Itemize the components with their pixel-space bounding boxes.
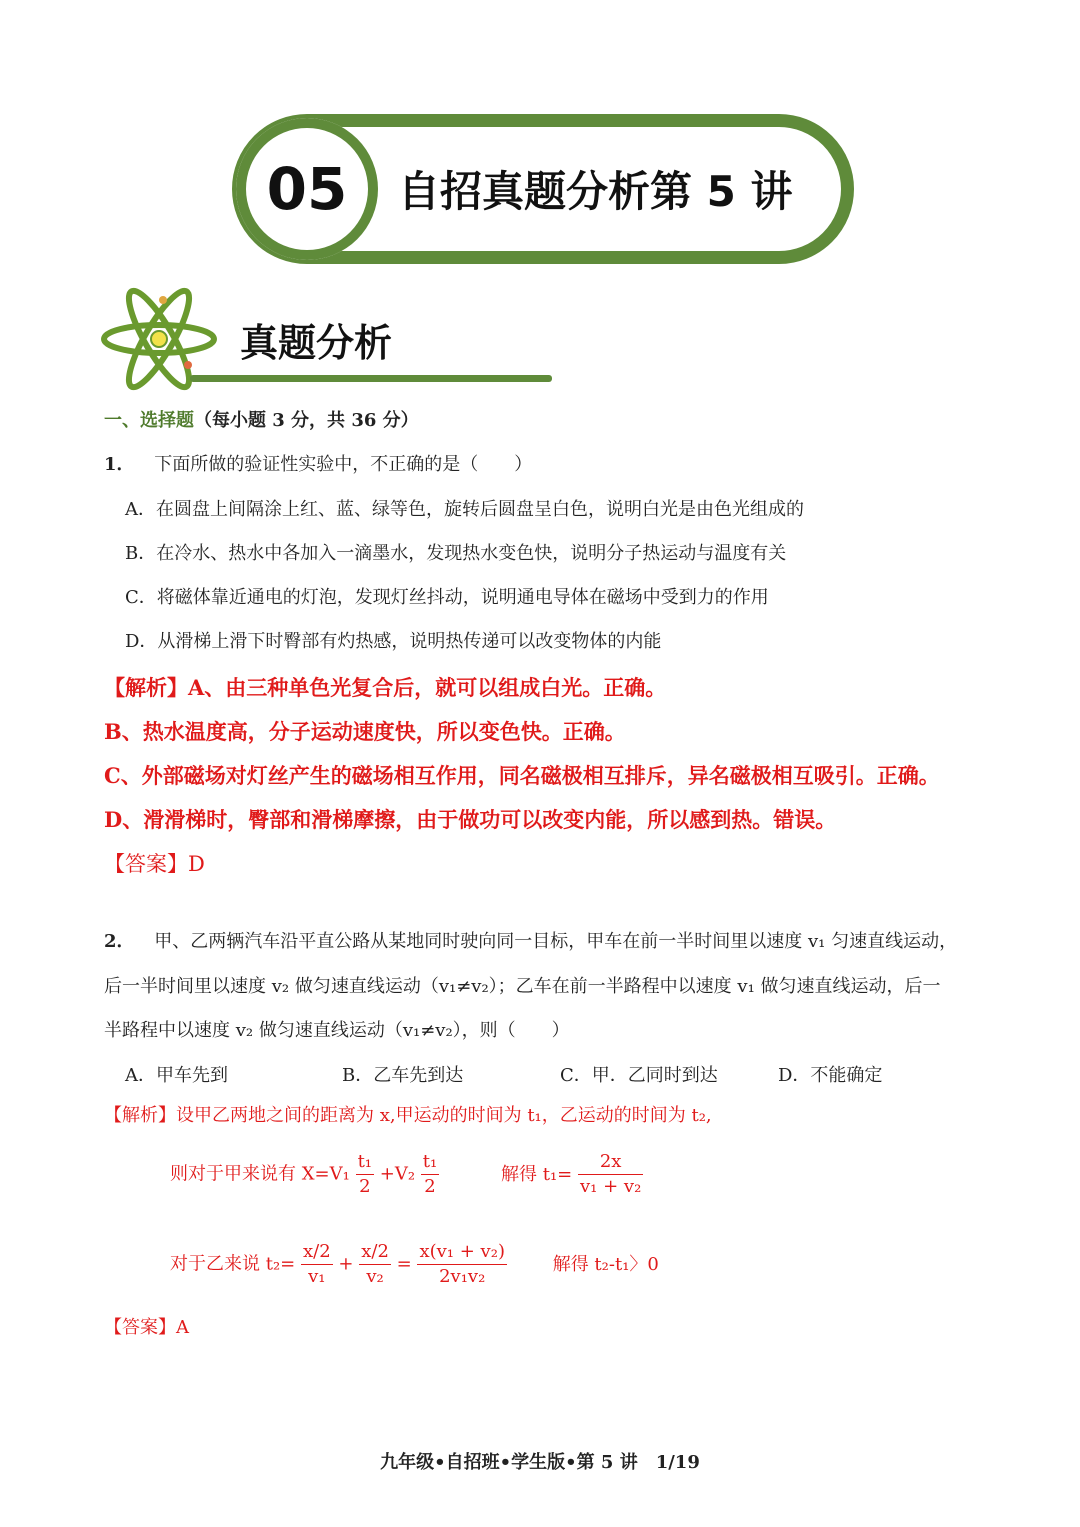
q2-option-b: B．乙车先到达 [342, 1065, 464, 1086]
q2-option-d: D．不能确定 [778, 1065, 883, 1086]
eq1-result: $\frac{2x}{\text{v₁ + v₂}}$ [579, 1151, 642, 1197]
q2-analysis-intro: 【解析】设甲乙两地之间的距离为 x,甲运动的时间为 t₁，乙运动的时间为 t₂, [104, 1105, 712, 1126]
section-underline [190, 375, 552, 382]
q2-equation-2 [170, 1240, 659, 1289]
eq1-solve: 解得 t₁= [500, 1163, 573, 1185]
q1-option-d: D．从滑梯上滑下时臀部有灼热感，说明热传递可以改变物体的内能 [125, 631, 662, 652]
q1-option-b: B．在冷水、热水中各加入一滴墨水，发现热水变色快，说明分子热运动与温度有关 [125, 543, 787, 564]
eq2-solve: 解得 t₂-t₁〉0 [552, 1253, 659, 1275]
q1-answer: 【答案】D [104, 852, 205, 876]
question-1 [104, 452, 532, 478]
q2-equation-1 [170, 1150, 643, 1199]
q2-answer: 【答案】A [104, 1317, 189, 1338]
eq1-prefix: 则对于甲来说有 X=V₁ [170, 1163, 350, 1185]
q1-option-c: C．将磁体靠近通电的灯泡，发现灯丝抖动，说明通电导体在磁场中受到力的作用 [125, 587, 769, 608]
eq2-result: $\frac{\text{x(v₁ + v₂)}}{\text{2v₁v₂}}$ [419, 1241, 505, 1287]
eq2-term-a: $\frac{x/2}{\text{v₁}}$ [303, 1241, 331, 1287]
part-note: （每小题 3 分，共 36 分） [194, 410, 419, 431]
q1-number: 1． [104, 454, 135, 475]
question-2 [104, 929, 957, 955]
eq2-plus: + [338, 1253, 354, 1275]
q1-analysis-a: 【解析】A、由三种单色光复合后，就可以组成白光。正确。 [104, 675, 667, 700]
eq1-fraction-2: $\frac{\text{t₁}}{2}$ [422, 1151, 438, 1197]
eq2-prefix: 对于乙来说 t₂= [170, 1253, 296, 1275]
q1-analysis-d: D、滑滑梯时，臀部和滑梯摩擦，由于做功可以改变内能，所以感到热。错误。 [104, 807, 837, 832]
part-label: 一、选择题 [104, 410, 194, 431]
part-heading [104, 408, 419, 434]
section-title: 真题分析 [240, 321, 393, 365]
q2-option-c: C．甲．乙同时到达 [560, 1065, 718, 1086]
q1-analysis-c: C、外部磁场对灯丝产生的磁场相互作用，同名磁极相互排斥，异名磁极相互吸引。正确。 [104, 763, 940, 788]
q2-stem-line3: 半路程中以速度 v₂ 做匀速直线运动（v₁≠v₂），则（ ） [104, 1020, 570, 1041]
q1-analysis-b: B、热水温度高，分子运动速度快，所以变色快。正确。 [104, 719, 626, 744]
page-title: 自招真题分析第 5 讲 [398, 167, 793, 216]
q2-stem-line1: 甲、乙两辆汽车沿平直公路从某地同时驶向同一目标，甲车在前一半时间里以速度 v₁ 匀速直线运动， [154, 931, 958, 952]
q1-stem: 下面所做的验证性实验中，不正确的是（ ） [154, 454, 533, 475]
q2-option-a: A．甲车先到 [125, 1065, 228, 1086]
eq1-fraction-1: $\frac{\text{t₁}}{2}$ [357, 1151, 373, 1197]
eq2-equals: = [396, 1253, 412, 1275]
lecture-number: 05 [266, 155, 348, 223]
eq2-term-b: $\frac{x/2}{\text{v₂}}$ [361, 1241, 389, 1287]
q1-option-a: A．在圆盘上间隔涂上红、蓝、绿等色，旋转后圆盘呈白色，说明白光是由色光组成的 [125, 499, 804, 520]
q2-number: 2． [104, 931, 135, 952]
eq1-mid: +V₂ [379, 1163, 416, 1185]
q2-stem-line2: 后一半时间里以速度 v₂ 做匀速直线运动（v₁≠v₂）；乙车在前一半路程中以速度 v₁ 做匀速直线运动，后一 [104, 976, 941, 997]
page-footer: 九年级•自招班•学生版•第 5 讲 1/19 [380, 1452, 700, 1473]
